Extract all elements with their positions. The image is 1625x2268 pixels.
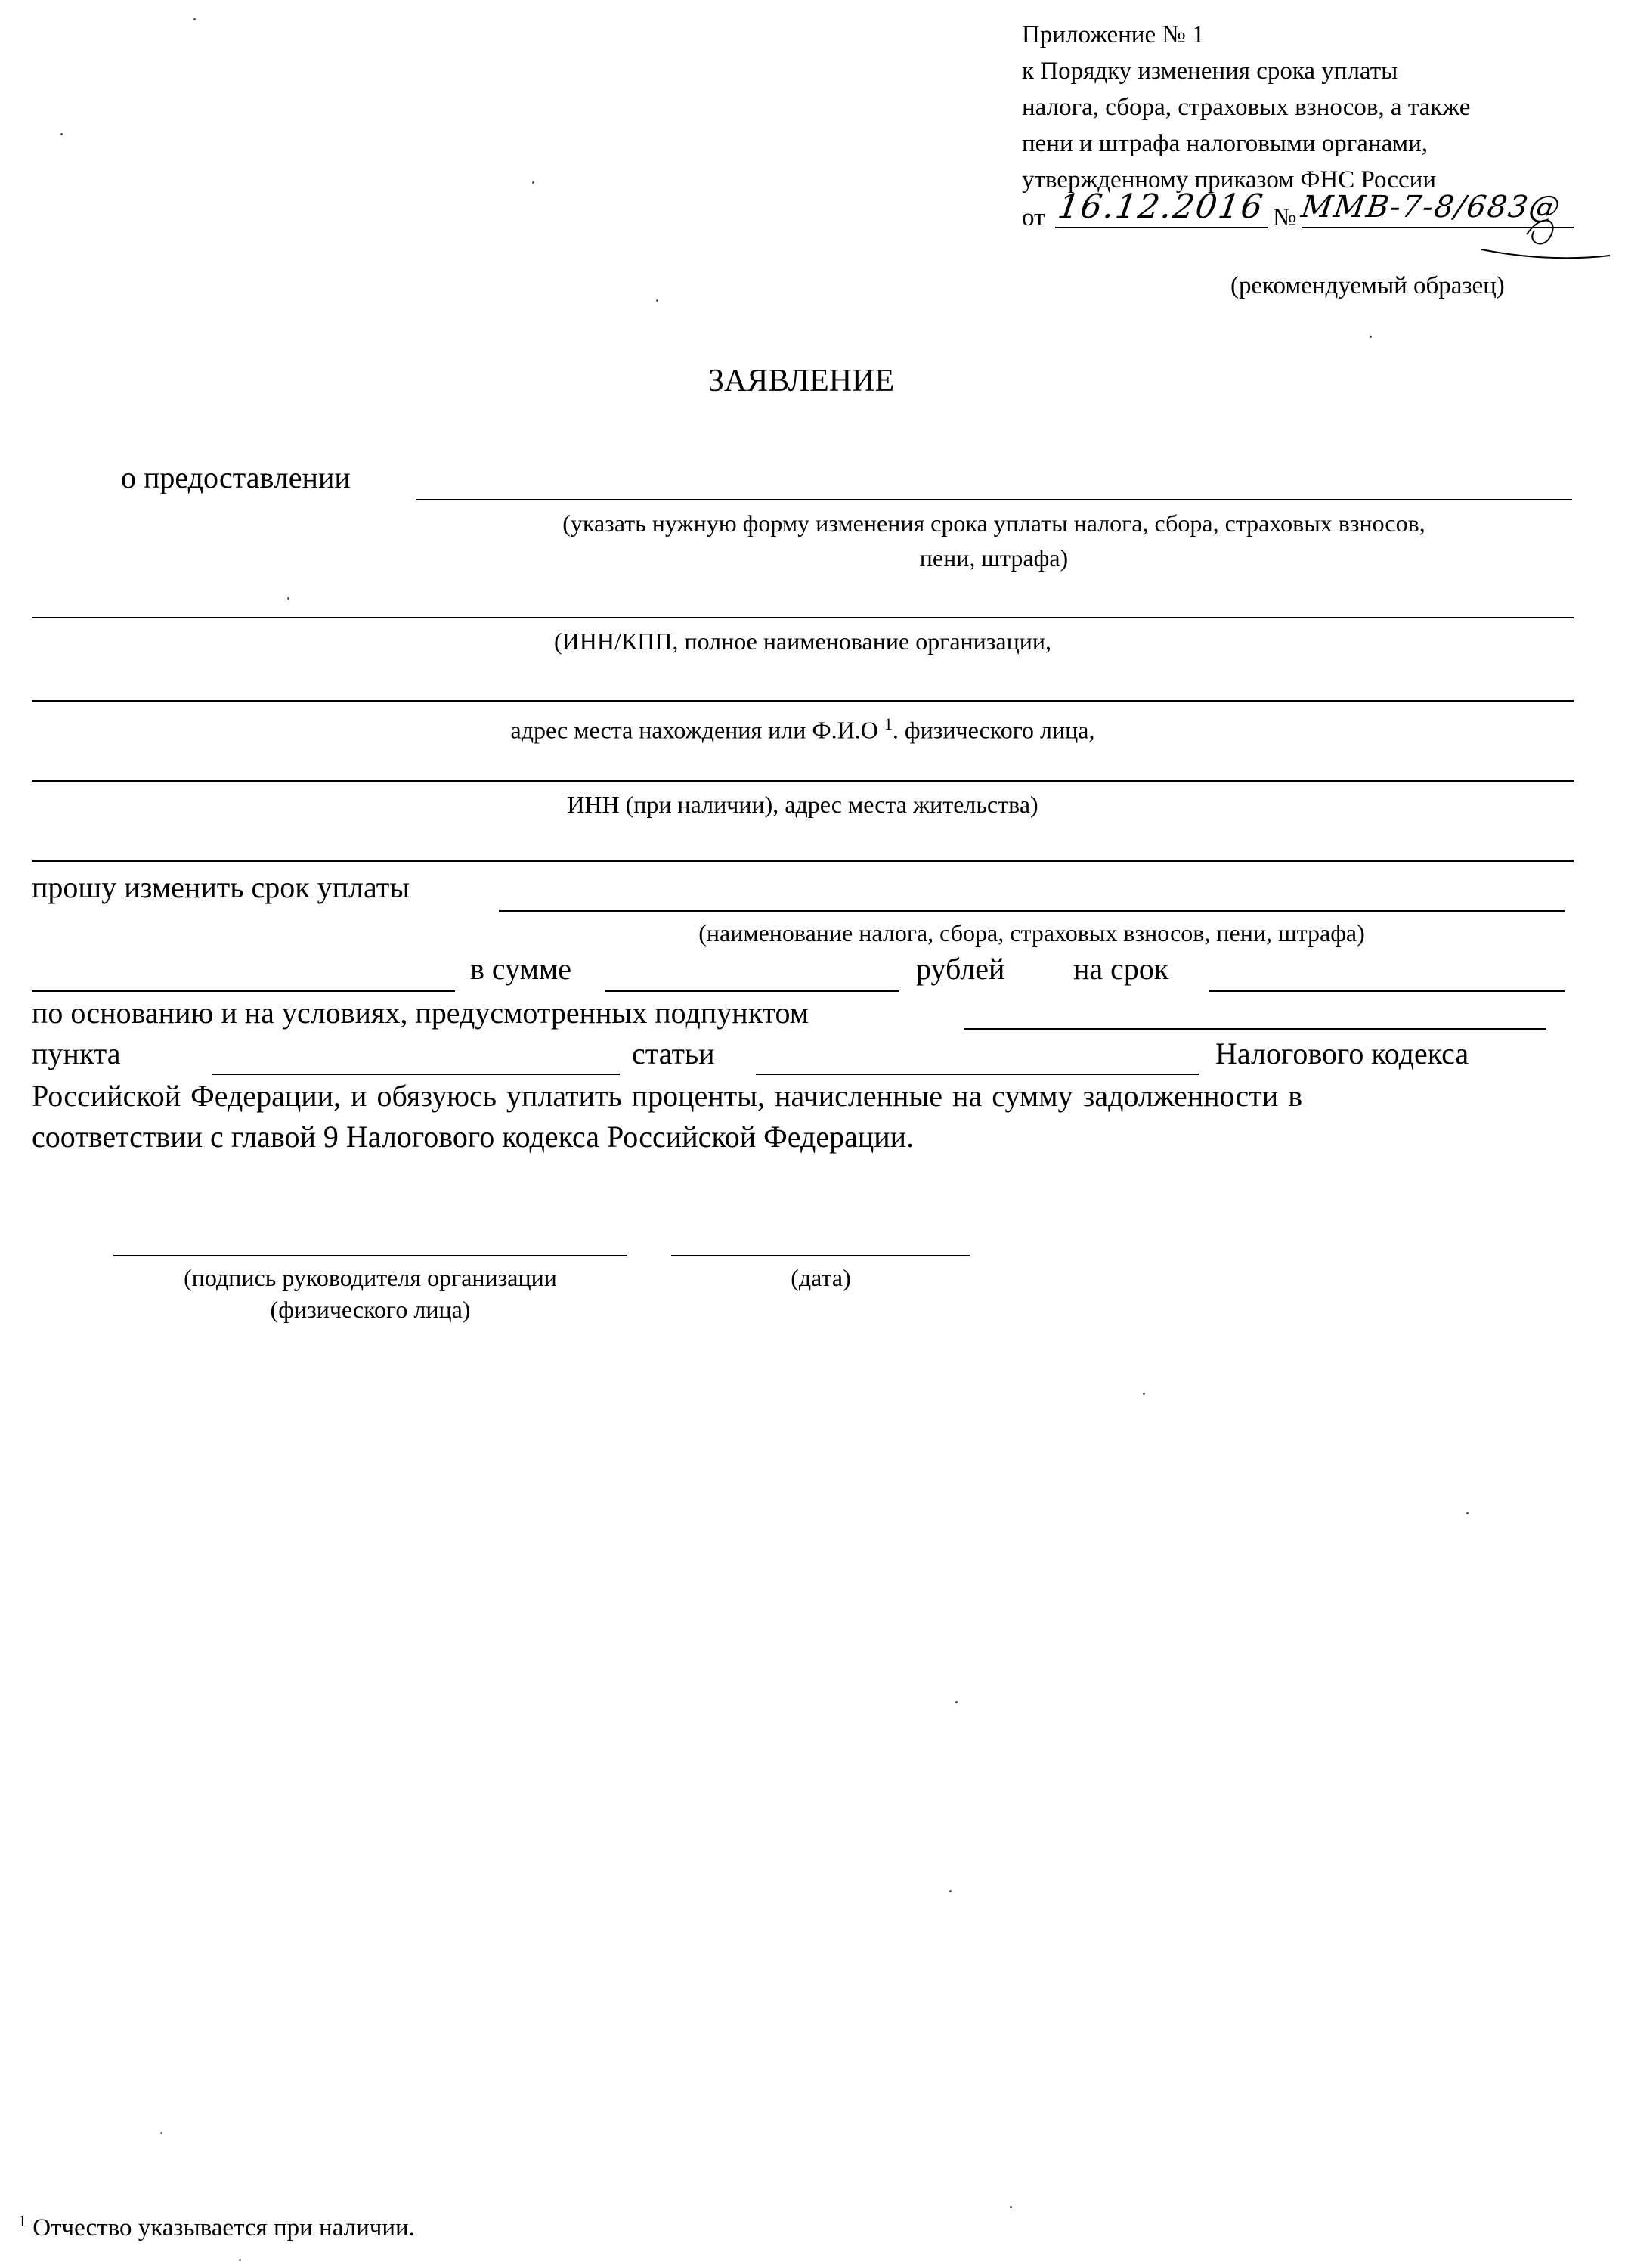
scan-speck	[1466, 1512, 1469, 1514]
address-hint-suffix: . физического лица,	[892, 716, 1095, 744]
extra-fill-line[interactable]	[32, 860, 1574, 862]
currency-label: рублей	[916, 952, 1005, 986]
order-number-prefix: №	[1273, 204, 1297, 231]
order-date-handwritten: 16.12.2016	[1055, 187, 1267, 226]
recommended-sample-note: (рекомендуемый образец)	[1230, 272, 1505, 299]
scan-speck	[532, 181, 534, 184]
amount-fill-line[interactable]	[605, 990, 899, 992]
footnote-marker: 1	[18, 2211, 26, 2230]
article-fill-line[interactable]	[756, 1074, 1199, 1075]
scan-speck	[160, 2132, 162, 2134]
obligation-paragraph-line-2: соответствии с главой 9 Налогового кодекса Российской Федерации.	[32, 1120, 915, 1154]
order-date-prefix: от	[1022, 204, 1045, 231]
appendix-line-5: утвержденному приказом ФНС России	[1022, 166, 1436, 194]
amount-label: в сумме	[470, 952, 571, 986]
signature-date-hint: (дата)	[791, 1264, 851, 1291]
scan-speck	[1143, 1393, 1145, 1395]
scan-speck	[287, 597, 289, 600]
item-fill-line[interactable]	[212, 1074, 620, 1075]
tax-name-fill-line[interactable]	[499, 910, 1565, 912]
appendix-line-2: к Порядку изменения срока уплаты	[1022, 57, 1398, 85]
footnote	[18, 2211, 415, 2242]
signature-hint-2: (физического лица)	[270, 1296, 471, 1323]
inn-hint: ИНН (при наличии), адрес места жительства)	[567, 791, 1038, 818]
signature-date-fill-line[interactable]	[671, 1255, 970, 1256]
appendix-line-3: налога, сбора, страховых взносов, а также	[1022, 94, 1471, 121]
provision-fill-line[interactable]	[416, 499, 1572, 500]
tax-name-continued-line[interactable]	[32, 990, 455, 992]
tax-name-hint: (наименование налога, сбора, страховых взносов, пени, штрафа)	[698, 919, 1365, 947]
address-fill-line[interactable]	[32, 700, 1574, 702]
footnote-reference: 1	[884, 714, 893, 733]
address-hint-text: адрес места нахождения или Ф.И.О	[510, 716, 878, 744]
scan-speck	[193, 18, 196, 20]
organization-hint: (ИНН/КПП, полное наименование организации,	[554, 627, 1051, 655]
scan-speck	[1370, 336, 1372, 338]
inn-fill-line[interactable]	[32, 780, 1574, 782]
order-number-handwritten: ММВ-7-8/683@	[1298, 190, 1564, 225]
organization-fill-line[interactable]	[32, 617, 1574, 618]
appendix-line-4: пени и штрафа налоговыми органами,	[1022, 130, 1428, 157]
request-label: прошу изменить срок уплаты	[32, 870, 410, 904]
scan-speck	[949, 1890, 952, 1892]
address-hint	[32, 709, 1574, 745]
basis-label: по основанию и на условиях, предусмотренных подпунктом	[32, 996, 809, 1030]
handwritten-flourish-icon	[1474, 189, 1617, 265]
scan-speck	[60, 133, 63, 135]
footnote-text: Отчество указывается при наличии.	[32, 2214, 415, 2242]
item-label: пункта	[32, 1036, 121, 1070]
scan-speck	[239, 2259, 241, 2261]
provision-label: о предоставлении	[121, 460, 351, 494]
tax-code-label: Налогового кодекса	[1215, 1036, 1469, 1070]
signature-fill-line[interactable]	[113, 1255, 627, 1256]
subitem-fill-line[interactable]	[964, 1028, 1546, 1030]
term-fill-line[interactable]	[1209, 990, 1565, 992]
signature-hint-1: (подпись руководителя организации	[184, 1264, 557, 1291]
provision-hint-1: (указать нужную форму изменения срока уплаты налога, сбора, страховых взносов,	[562, 510, 1425, 537]
appendix-number: Приложение № 1	[1022, 21, 1205, 48]
document-title: ЗАЯВЛЕНИЕ	[707, 364, 895, 398]
scan-speck	[656, 299, 658, 302]
provision-hint-2: пени, штрафа)	[919, 544, 1069, 572]
term-label: на срок	[1073, 952, 1169, 986]
obligation-paragraph-line-1: Российской Федерации, и обязуюсь уплатить проценты, начисленные на сумму задолженности в	[32, 1079, 1303, 1113]
scan-speck	[955, 1701, 958, 1703]
article-label: статьи	[632, 1036, 715, 1070]
scan-speck	[1010, 2206, 1012, 2208]
order-date-underline	[1055, 227, 1268, 228]
